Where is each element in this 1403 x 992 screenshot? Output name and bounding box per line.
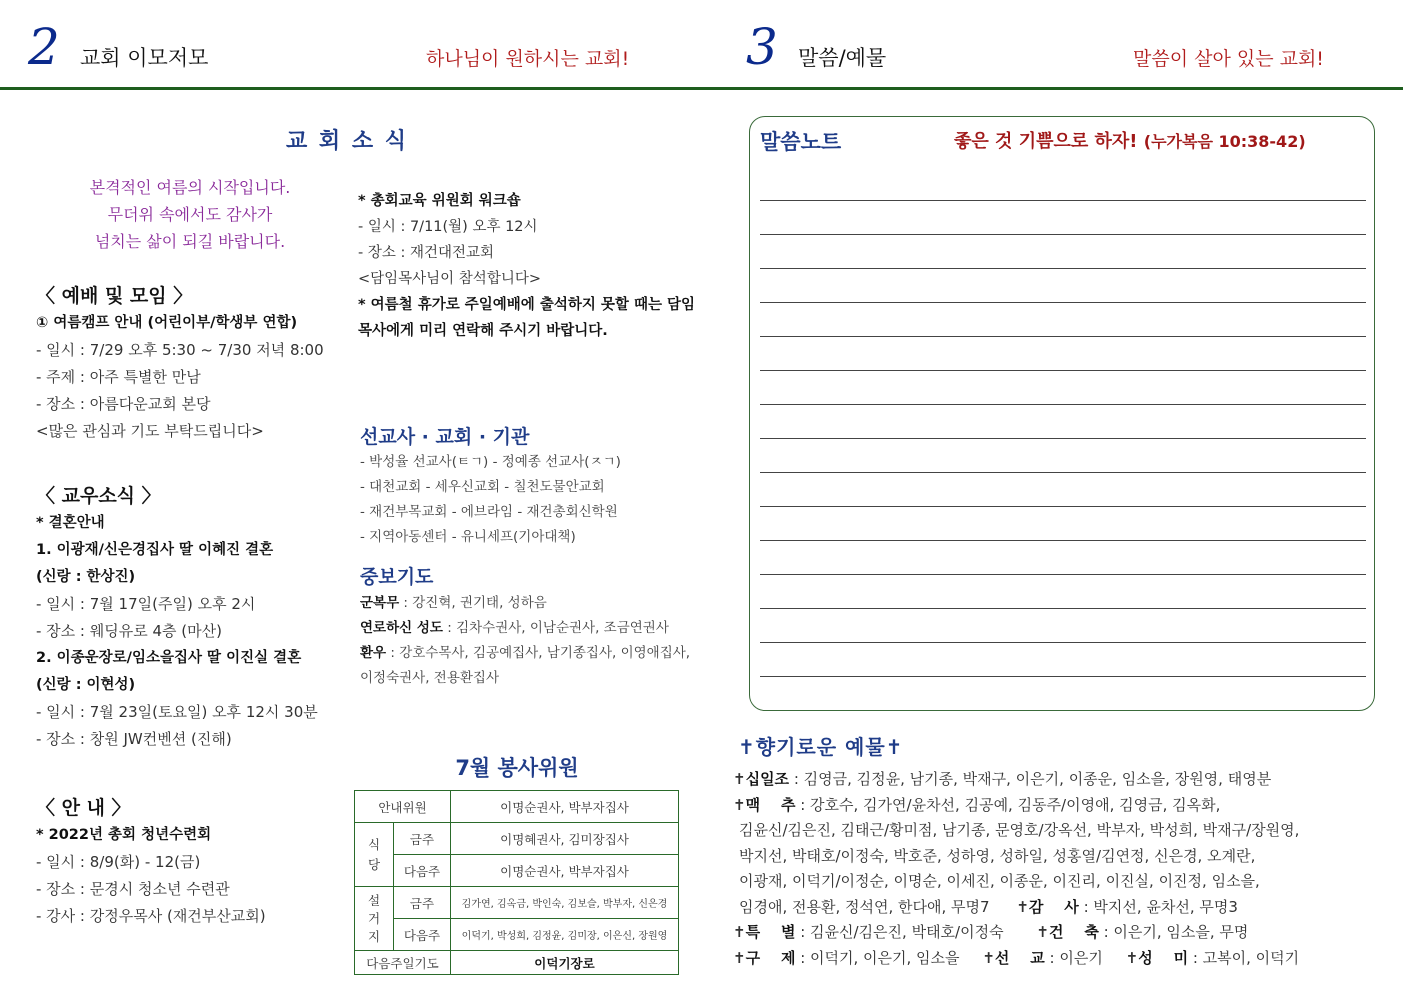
list-item: - 장소 : 아름다운교회 본당: [36, 395, 211, 413]
greeting: [40, 174, 340, 255]
service-value: 이덕기장로: [451, 951, 679, 975]
list-item: - 재건부목교회 - 에브라임 - 재건총회신학원: [360, 504, 618, 520]
list-item: - 일시 : 7/29 오후 5:30 ~ 7/30 저녁 8:00: [36, 341, 324, 359]
list-item: - 지역아동센터 - 유니세프(기아대책): [360, 529, 576, 545]
offering-names: 이광재, 이덕기/이정순, 이명순, 이세진, 이종운, 이진리, 이진실, 이진정, 임소을,: [739, 872, 1260, 890]
offering-names: 이은기: [1059, 948, 1103, 967]
offering-category: 특 별: [745, 923, 796, 941]
list-item: ① 여름캠프 안내 (어린이부/학생부 연합): [36, 315, 298, 331]
list-item: - 장소 : 웨딩유로 4층 (마산): [36, 622, 222, 640]
worship-section: [36, 282, 324, 445]
sermon-reference: (누가복음 10:38-42): [1143, 132, 1306, 151]
service-value: 이명혜권사, 김미장집사: [451, 823, 679, 855]
mission-section: [360, 424, 621, 550]
offering-category: 십일조: [745, 770, 790, 788]
note-line: [760, 642, 1366, 643]
mission-heading: 선교사 · 교회 · 기관: [360, 426, 530, 448]
list-item: - 일시 : 7월 17일(주일) 오후 2시: [36, 595, 256, 613]
list-item: <많은 관심과 기도 부탁드립니다>: [36, 422, 264, 440]
offering-category: 감 사: [1028, 897, 1079, 916]
prayer-label: 연로하신 성도: [360, 620, 443, 636]
worship-heading: 〈 예배 및 모임 〉: [36, 285, 193, 307]
prayer-names: : 김차수권사, 이남순권사, 조금연권사: [442, 620, 669, 636]
service-label: 다음주일기도: [355, 951, 451, 975]
list-item: - 대천교회 - 세우신교회 - 칠천도물안교회: [360, 479, 605, 495]
offering-names: 김윤신/김은진, 김태근/황미점, 남기종, 문영호/강옥선, 박부자, 박성희, 박재구/장원영,: [739, 821, 1300, 839]
service-value: 이덕기, 박성희, 김정윤, 김미장, 이은신, 장원영: [451, 919, 679, 951]
offering-names: 박지선, 박태호/이정숙, 박호준, 성하영, 성하일, 성홍열/김연정, 신은경, 오계란,: [739, 846, 1256, 865]
news-title: 교 회 소 식: [286, 129, 408, 154]
member-heading: 〈 교우소식 〉: [36, 485, 161, 507]
service-label: 식 당: [355, 823, 394, 887]
prayer-heading: 중보기도: [360, 566, 434, 588]
note-line: [760, 506, 1366, 507]
section-title-left: 교회 이모저모: [80, 46, 209, 70]
list-item: 목사에게 미리 연락해 주시기 바랍니다.: [358, 323, 608, 339]
service-label: 설 거 지: [355, 887, 394, 951]
list-item: * 결혼안내: [36, 515, 105, 531]
list-item: (신랑 : 한상진): [36, 569, 136, 585]
note-line: [760, 574, 1366, 575]
offering-names: 이은기, 임소을, 무명: [1113, 923, 1249, 941]
service-week: 금주: [394, 823, 451, 855]
greeting-line: 넘치는 삶이 되길 바랍니다.: [94, 232, 286, 251]
list-item: - 강사 : 강정우목사 (재건부산교회): [36, 907, 266, 925]
list-item: 2. 이종운장로/임소을집사 딸 이진실 결혼: [36, 650, 302, 666]
offering-names: 김영금, 김정윤, 남기종, 박재구, 이은기, 이종운, 임소을, 장원영, 태영분: [803, 770, 1272, 788]
offering-names: 김윤신/김은진, 박태호/이정숙: [810, 923, 1004, 941]
offering-names: 임경애, 전용환, 정석연, 한다애, 무명7: [739, 897, 990, 916]
note-line: [760, 234, 1366, 235]
prayer-label: 환우: [360, 645, 387, 661]
prayer-names: 이정숙권사, 전용환집사: [360, 670, 499, 686]
service-label: 안내위원: [355, 791, 451, 823]
offering-names: 고복이, 이덕기: [1202, 948, 1300, 967]
greeting-line: 본격적인 여름의 시작입니다.: [89, 178, 291, 197]
list-item: - 박성율 선교사(ㅌㄱ) - 정예종 선교사(ㅈㄱ): [360, 454, 621, 470]
prayer-section: [360, 563, 690, 691]
offering-list: ✝십일조 : 김영금, 김정윤, 남기종, 박재구, 이은기, 이종운, 임소을, 장원영, 태영분 ✝맥 추 : 강호수, 김가연/윤차선, 김공예, 김동주/이영애, 김영금, 김옥화, 김윤신/김은진, 김태근/황미점, 남기종, 문영호/강옥선, 박부자, 박성희, 박재구/장원영, 박지선, 박태호/이정숙, 박호준, 성하영, 성하일, 성홍열/김연정, 신은경, 오계란, 이광재, 이덕기/이정순, 이명순, 이세진, 이종운, 이진리, 이진실, 이진정, 임소을, 임경애, 전용환, 정석연, 한다애, 무명7 ✝감 사 : 박지선, 윤차선, 무명3 ✝특 별 : 김윤신/김은진, 박태호/이정숙 ✝건 축 : 이은기, 임소을, 무명 ✝구 제 : 이덕기, 이은기, 임소을 ✝선 교 : 이은기 ✝성 미 : 고복이, 이덕기: [733, 770, 1300, 967]
offering-category: 맥 추: [745, 795, 796, 814]
notice-heading: 〈 안 내 〉: [36, 797, 131, 819]
note-line: [760, 336, 1366, 337]
sermon-theme: 좋은 것 기쁨으로 하자!: [954, 131, 1138, 152]
offering-names: 이덕기, 이은기, 임소을: [810, 948, 960, 967]
service-title: 7월 봉사위원: [455, 756, 579, 780]
note-line: [760, 302, 1366, 303]
header-divider: [0, 87, 1403, 90]
sermon-subtitle: [954, 127, 1306, 153]
list-item: - 주제 : 아주 특별한 만남: [36, 368, 201, 386]
list-item: - 일시 : 8/9(화) - 12(금): [36, 853, 201, 871]
note-line: [760, 268, 1366, 269]
note-line: [760, 438, 1366, 439]
offering-category: 성 미: [1138, 948, 1189, 967]
list-item: - 일시 : 7/11(월) 오후 12시: [358, 219, 538, 235]
list-item: - 장소 : 재건대전교회: [358, 245, 495, 261]
list-item: * 총회교육 위원회 워크숍: [358, 193, 521, 209]
prayer-names: : 강호수목사, 김공예집사, 남기종집사, 이영애집사,: [386, 645, 691, 661]
note-line: [760, 200, 1366, 201]
list-item: 1. 이광재/신은경집사 딸 이혜진 결혼: [36, 542, 274, 558]
notice-section: [36, 794, 266, 930]
service-week: 금주: [394, 887, 451, 919]
slogan-left: 하나님이 원하시는 교회!: [426, 48, 630, 70]
member-section: [36, 482, 318, 753]
list-item: * 2022년 총회 청년수련회: [36, 827, 212, 843]
offering-title: ✝향기로운 예물✝: [738, 735, 904, 759]
note-line: [760, 472, 1366, 473]
greeting-line: 무더위 속에서도 감사가: [107, 205, 273, 224]
page-number-left: 2: [28, 18, 60, 76]
list-item: (신랑 : 이현성): [36, 677, 136, 693]
page-number-right: 3: [746, 18, 778, 76]
service-value: 김가연, 김옥금, 박인숙, 김보슬, 박부자, 신은경: [451, 887, 679, 919]
service-value: 이명순권사, 박부자집사: [451, 791, 679, 823]
service-week: 다음주: [394, 919, 451, 951]
offering-category: 구 제: [745, 948, 796, 967]
workshop-section: [358, 188, 695, 344]
offering-category: 선 교: [994, 948, 1045, 967]
list-item: - 일시 : 7월 23일(토요일) 오후 12시 30분: [36, 703, 318, 721]
slogan-right: 말씀이 살아 있는 교회!: [1133, 48, 1324, 70]
sermon-note-title: 말씀노트: [760, 130, 842, 154]
note-line: [760, 608, 1366, 609]
sermon-note-box: [749, 116, 1375, 711]
list-item: <담임목사님이 참석합니다>: [358, 271, 541, 287]
note-line: [760, 404, 1366, 405]
note-line: [760, 370, 1366, 371]
prayer-label: 군복무: [360, 595, 400, 611]
section-title-right: 말씀/예물: [798, 46, 887, 70]
service-value: 이명순권사, 박부자집사: [451, 855, 679, 887]
offering-names: 박지선, 윤차선, 무명3: [1093, 897, 1238, 916]
list-item: - 장소 : 창원 JW컨벤션 (진해): [36, 730, 232, 748]
note-line: [760, 676, 1366, 677]
note-line: [760, 540, 1366, 541]
offering-category: 건 축: [1048, 923, 1099, 941]
service-table: [354, 790, 679, 975]
service-week: 다음주: [394, 855, 451, 887]
list-item: * 여름철 휴가로 주일예배에 출석하지 못할 때는 담임: [358, 297, 696, 313]
prayer-names: : 강진혁, 권기태, 성하음: [399, 595, 547, 611]
offering-names: 강호수, 김가연/윤차선, 김공예, 김동주/이영애, 김영금, 김옥화,: [810, 795, 1221, 814]
list-item: - 장소 : 문경시 청소년 수련관: [36, 880, 230, 898]
